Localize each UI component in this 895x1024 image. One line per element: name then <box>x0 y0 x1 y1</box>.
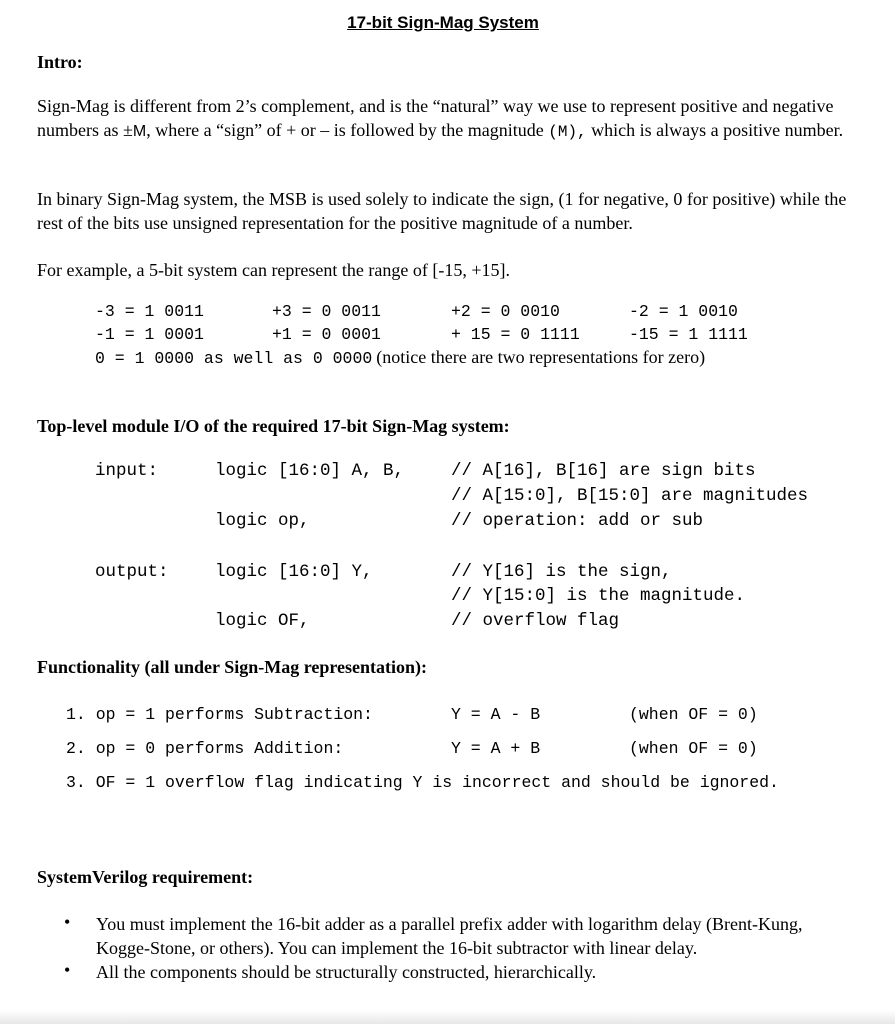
input-decl-op: logic op, <box>215 511 310 531</box>
func-item-1-desc: 1. op = 1 performs Subtraction: <box>66 705 373 724</box>
func-item-3: 3. OF = 1 overflow flag indicating Y is incorrect and should be ignored. <box>66 773 779 792</box>
example-pos2: +2 = 0 0010 <box>451 302 560 321</box>
input-comment-sign: // A[16], B[16] are sign bits <box>451 461 756 481</box>
requirement-heading: SystemVerilog requirement: <box>37 867 254 887</box>
p1-text-c: which is always a positive number. <box>586 120 844 140</box>
example-zero-note: (notice there are two representations for zero) <box>376 347 706 367</box>
intro-paragraph-3: For example, a 5-bit system can represent the range of [-15, +15]. <box>37 260 510 280</box>
example-neg1: -1 = 1 0001 <box>95 325 204 344</box>
output-comment-sign: // Y[16] is the sign, <box>451 562 672 582</box>
example-zero-code: 0 = 1 0000 as well as 0 0000 <box>95 349 373 368</box>
page-bottom-shade <box>0 1010 895 1024</box>
magnitude-symbol: M <box>132 123 147 140</box>
output-label: output: <box>95 562 169 582</box>
pm-symbol: ± <box>122 120 133 140</box>
input-comment-op: // operation: add or sub <box>451 511 704 531</box>
example-zero-line <box>95 347 705 368</box>
intro-paragraph-1 <box>37 94 857 144</box>
magnitude-code: (M), <box>548 123 587 141</box>
example-neg3: -3 = 1 0011 <box>95 302 204 321</box>
input-comment-mag: // A[15:0], B[15:0] are magnitudes <box>451 486 809 506</box>
output-comment-of: // overflow flag <box>451 611 620 631</box>
functionality-heading: Functionality (all under Sign-Mag representation): <box>37 657 428 677</box>
func-item-1-eq: Y = A - B <box>451 705 541 724</box>
example-pos15: + 15 = 0 1111 <box>451 325 580 344</box>
p1-text-a: Sign-Mag is different from 2’s complement, and is the “natural” way we use to represent positive and negative numbers as <box>37 96 834 140</box>
io-heading: Top-level module I/O of the required 17-bit Sign-Mag system: <box>37 416 510 436</box>
output-comment-mag: // Y[15:0] is the magnitude. <box>451 586 746 606</box>
p1-text-b: , where a “sign” of + or – is followed by the magnitude <box>146 120 549 140</box>
bullet-2-dot: • <box>64 960 71 980</box>
input-decl-ab: logic [16:0] A, B, <box>215 461 405 481</box>
intro-heading: Intro: <box>37 52 83 72</box>
page-title: 17-bit Sign-Mag System <box>347 13 539 32</box>
input-label: input: <box>95 461 159 481</box>
func-item-2-eq: Y = A + B <box>451 739 541 758</box>
requirement-bullet-2: All the components should be structurally constructed, hierarchically. <box>96 962 597 982</box>
bullet-1-dot: • <box>64 912 71 932</box>
output-decl-y: logic [16:0] Y, <box>215 562 373 582</box>
func-item-2-desc: 2. op = 0 performs Addition: <box>66 739 344 758</box>
example-neg15: -15 = 1 1111 <box>629 325 748 344</box>
func-item-2-cond: (when OF = 0) <box>629 739 758 758</box>
example-pos1: +1 = 0 0001 <box>272 325 381 344</box>
output-decl-of: logic OF, <box>215 611 310 631</box>
requirement-bullet-1: You must implement the 16-bit adder as a parallel prefix adder with logarithm delay (Brent-Kung, Kogge-Stone, or others). You can implement the 16-bit subtractor with linear delay. <box>96 914 803 958</box>
func-item-1-cond: (when OF = 0) <box>629 705 758 724</box>
example-neg2: -2 = 1 0010 <box>629 302 738 321</box>
example-pos3: +3 = 0 0011 <box>272 302 381 321</box>
intro-paragraph-2: In binary Sign-Mag system, the MSB is used solely to indicate the sign, (1 for negative, 0 for positive) while the rest of the bits use unsigned representation for the positive magnitude of a number. <box>37 189 847 233</box>
